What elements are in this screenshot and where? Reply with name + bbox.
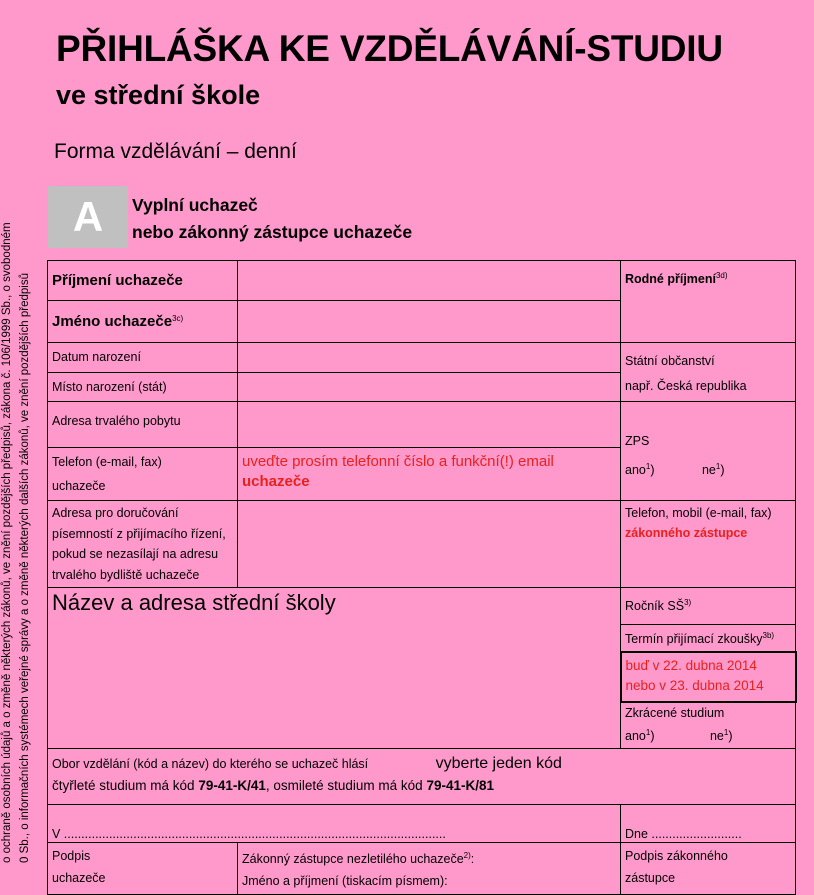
zps-cell xyxy=(621,402,796,501)
shortened-study-cell xyxy=(621,702,796,749)
shortened-yes[interactable]: ano$^1$) xyxy=(625,727,655,743)
birth-surname-label: Rodné příjmení xyxy=(625,272,716,287)
study-field-hint: vyberte jeden kód xyxy=(435,754,562,772)
guardian-phone-cell[interactable] xyxy=(621,501,796,588)
grade-note: 3) xyxy=(684,598,692,607)
page-subtitle: ve střední škole xyxy=(56,80,261,110)
guardian-phone-label: Telefon, mobil (e-mail, fax) xyxy=(625,506,772,520)
shortened-no[interactable]: $ne^1$) xyxy=(709,727,733,743)
zps-options xyxy=(625,454,791,483)
phone-label-line-2: uchazeče xyxy=(52,479,106,493)
first-name-note: 3c) xyxy=(172,313,184,323)
guardian-signature-cell[interactable] xyxy=(621,842,796,894)
exam-date-label-cell xyxy=(621,625,796,652)
exam-date-option-2: nebo v 23. dubna 2014 xyxy=(625,677,764,693)
exam-date-option-1: buď v 22. dubna 2014 xyxy=(625,657,757,673)
guardian-name-line-1: Zákonný zástupce nezletilého uchazeče$^{2)}$: xyxy=(242,850,475,866)
delivery-address-line-2: písemností z přijímacího řízení, xyxy=(52,526,226,541)
shortened-study-options xyxy=(625,723,791,746)
study-field-row-1 xyxy=(52,753,791,775)
grade-label: Ročník SŠ xyxy=(625,599,685,614)
zps-no[interactable]: $ne^1$) xyxy=(701,462,725,478)
surname-label: Příjmení uchazeče xyxy=(48,261,238,301)
side-note-line-2: 0 Sb., o informačních systémech veřejné správy a o změně některých dalších zákonů, ve znění pozdějších předpisů xyxy=(19,272,31,863)
phone-field[interactable] xyxy=(238,448,621,501)
shortened-study-label: Zkrácené studium xyxy=(625,705,725,720)
phone-hint: uveďte prosím telefonní číslo a funkční(!) email xyxy=(242,453,554,470)
phone-label xyxy=(48,448,238,501)
legal-side-note xyxy=(0,0,37,863)
first-name-label: Jméno uchazeče$^{3c)}$ xyxy=(48,301,238,343)
delivery-address-line-1: Adresa pro doručování xyxy=(52,506,179,520)
school-name-cell[interactable] xyxy=(48,588,621,749)
delivery-address-line-4: trvalého bydliště uchazeče xyxy=(52,567,200,582)
phone-label-line-1: Telefon (e-mail, fax) xyxy=(52,455,162,469)
study-code-4yr: 79-41-K/41 xyxy=(198,777,266,793)
date-cell[interactable] xyxy=(621,804,796,842)
citizenship-label: Státní občanství xyxy=(625,354,715,368)
date-label: Dne .......................... xyxy=(625,826,742,841)
surname-field[interactable] xyxy=(238,261,621,301)
guardian-signature-line-2: zástupce xyxy=(625,870,676,885)
place-label: V .............................................................................................................. xyxy=(52,826,446,841)
applicant-signature-line-1: Podpis xyxy=(52,848,91,863)
birth-place-field[interactable] xyxy=(238,372,621,402)
delivery-address-field[interactable] xyxy=(238,501,621,588)
section-a-heading xyxy=(132,192,412,246)
applicant-signature-line-2: uchazeče xyxy=(52,870,106,885)
study-form-label: Forma vzdělávání – denní xyxy=(54,140,297,163)
guardian-name-cell[interactable] xyxy=(238,842,621,894)
delivery-address-label xyxy=(48,501,238,588)
grade-cell[interactable] xyxy=(621,588,796,625)
citizenship-example: např. Česká republika xyxy=(625,379,747,393)
birth-surname-note: 3d) xyxy=(715,271,728,280)
study-field-cell[interactable] xyxy=(48,748,796,804)
section-a-line-1: Vyplní uchazeč xyxy=(132,195,258,215)
exam-date-value[interactable] xyxy=(621,652,796,702)
side-note-line-1: o ochraně osobních údajů a o změně některých zákonů, ve znění pozdějších předpisů, zákona č. 106/1999 Sb., o svobodném xyxy=(1,222,13,863)
section-a-line-2: nebo zákonný zástupce uchazeče xyxy=(132,222,413,242)
guardian-signature-line-1: Podpis zákonného xyxy=(625,848,728,863)
study-field-row-2: čtyřleté studium má kód 79-41-K/41, osmileté studium má kód 79-41-K/81 xyxy=(52,777,494,793)
exam-date-note: 3b) xyxy=(762,631,775,640)
zps-label: ZPS xyxy=(625,434,650,448)
place-cell[interactable] xyxy=(48,804,621,842)
delivery-address-line-3: pokud se nezasílají na adresu xyxy=(52,547,219,561)
address-field[interactable] xyxy=(238,402,621,448)
application-form xyxy=(47,260,797,895)
school-name-label: Název a adresa střední školy xyxy=(52,590,336,615)
birth-date-label: Datum narození xyxy=(48,343,238,373)
applicant-signature-cell[interactable] xyxy=(48,842,238,894)
guardian-name-line-2: Jméno a příjmení (tiskacím písmem): xyxy=(242,873,448,888)
page-title: PŘIHLÁŠKA KE VZDĚLÁVÁNÍ-STUDIU xyxy=(56,28,723,69)
birth-place-label: Místo narození (stát) xyxy=(48,372,238,402)
section-a-badge: A xyxy=(48,186,128,248)
study-code-8yr: 79-41-K/81 xyxy=(426,777,494,793)
phone-hint-bold: uchazeče xyxy=(242,473,310,490)
birth-surname-cell[interactable] xyxy=(621,261,796,343)
citizenship-cell[interactable] xyxy=(621,343,796,402)
first-name-field[interactable] xyxy=(238,301,621,343)
zps-yes[interactable]: ano$^1$) xyxy=(625,462,655,478)
exam-date-label: Termín přijímací zkoušky xyxy=(625,632,763,647)
study-field-label: Obor vzdělání (kód a název) do kterého se uchazeč hlásí xyxy=(52,756,369,771)
birth-date-field[interactable] xyxy=(238,343,621,373)
guardian-phone-red: zákonného zástupce xyxy=(625,526,748,540)
address-label: Adresa trvalého pobytu xyxy=(48,402,238,448)
